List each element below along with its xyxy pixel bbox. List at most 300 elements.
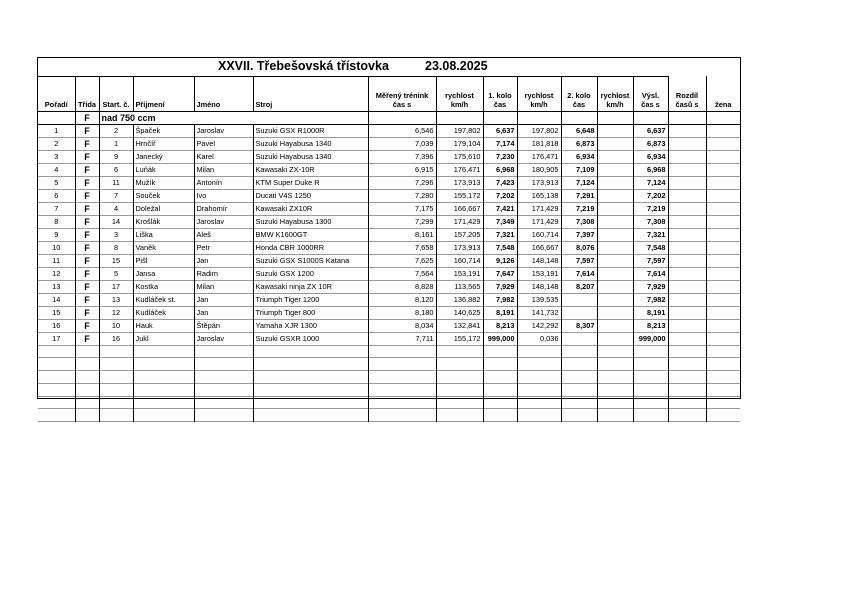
cell-rychlost: 175,610 bbox=[436, 150, 483, 163]
cell-jmeno: Pavel bbox=[194, 137, 253, 150]
empty-cell bbox=[38, 409, 75, 422]
cell-trida: F bbox=[75, 332, 99, 345]
empty-cell bbox=[368, 345, 436, 358]
cell-jmeno: Petr bbox=[194, 241, 253, 254]
empty-cell bbox=[668, 371, 706, 384]
cell-vysl: 7,202 bbox=[633, 189, 668, 202]
cell-start: 17 bbox=[99, 280, 133, 293]
cell-poradi: 14 bbox=[38, 293, 75, 306]
cell-zena bbox=[706, 124, 740, 137]
cell-prijmeni: Krošlák bbox=[133, 215, 194, 228]
cell-prijmeni: Kudláček st. bbox=[133, 293, 194, 306]
empty-cell bbox=[633, 383, 668, 396]
cell-rychlost2 bbox=[597, 254, 633, 267]
cell-kolo1: 7,174 bbox=[483, 137, 517, 150]
cell-vysl: 7,982 bbox=[633, 293, 668, 306]
cell-rozdil bbox=[668, 215, 706, 228]
cell-vysl: 6,637 bbox=[633, 124, 668, 137]
cell-rozdil bbox=[668, 124, 706, 137]
empty-cell bbox=[133, 383, 194, 396]
cell-rozdil bbox=[668, 332, 706, 345]
cell-jmeno: Radim bbox=[194, 267, 253, 280]
cell-kolo2: 7,291 bbox=[561, 189, 597, 202]
empty-cell bbox=[436, 409, 483, 422]
cell-trida: F bbox=[75, 306, 99, 319]
empty-cell bbox=[706, 345, 740, 358]
cell-trida: F bbox=[75, 163, 99, 176]
empty-cell bbox=[99, 396, 133, 409]
cell-start: 9 bbox=[99, 150, 133, 163]
empty-cell bbox=[99, 409, 133, 422]
empty-cell bbox=[517, 358, 561, 371]
cell-rychlost: 155,172 bbox=[436, 189, 483, 202]
cell-start: 10 bbox=[99, 319, 133, 332]
cell-kolo1: 7,929 bbox=[483, 280, 517, 293]
cell-kolo1: 7,982 bbox=[483, 293, 517, 306]
cell-prijmeni: Liška bbox=[133, 228, 194, 241]
empty-cell bbox=[436, 383, 483, 396]
cell-jmeno: Karel bbox=[194, 150, 253, 163]
table-row bbox=[38, 176, 740, 189]
cell-poradi: 6 bbox=[38, 189, 75, 202]
cell-jmeno: Drahomír bbox=[194, 202, 253, 215]
cell-trenink: 8,034 bbox=[368, 319, 436, 332]
cell-rychlost1: 148,148 bbox=[517, 254, 561, 267]
cell-vysl: 7,321 bbox=[633, 228, 668, 241]
empty-cell bbox=[253, 371, 368, 384]
cell-trenink: 8,828 bbox=[368, 280, 436, 293]
empty-cell bbox=[517, 345, 561, 358]
empty-cell bbox=[633, 345, 668, 358]
header-kolo1: 1. kolo čas bbox=[483, 76, 517, 111]
cell-kolo2: 7,597 bbox=[561, 254, 597, 267]
header-prijmeni: Příjmení bbox=[133, 76, 194, 111]
cell-zena bbox=[706, 137, 740, 150]
cell-trida: F bbox=[75, 228, 99, 241]
cell-jmeno: Štěpán bbox=[194, 319, 253, 332]
cell-rychlost2 bbox=[597, 267, 633, 280]
empty-cell bbox=[368, 371, 436, 384]
cell-start: 4 bbox=[99, 202, 133, 215]
cell-trida: F bbox=[75, 254, 99, 267]
table-row bbox=[38, 189, 740, 202]
empty-cell bbox=[133, 409, 194, 422]
header-stroj: Stroj bbox=[253, 76, 368, 111]
cell-rychlost1: 171,429 bbox=[517, 202, 561, 215]
cell-rychlost: 113,565 bbox=[436, 280, 483, 293]
empty-cell bbox=[75, 409, 99, 422]
cell-kolo2: 8,307 bbox=[561, 319, 597, 332]
cell-zena bbox=[706, 319, 740, 332]
cell-jmeno: Milan bbox=[194, 163, 253, 176]
empty-cell bbox=[668, 345, 706, 358]
cell-prijmeni: Pišl bbox=[133, 254, 194, 267]
cell-trida: F bbox=[75, 215, 99, 228]
empty-cell bbox=[561, 409, 597, 422]
cell-vysl: 6,934 bbox=[633, 150, 668, 163]
empty-cell bbox=[436, 345, 483, 358]
cell-poradi: 1 bbox=[38, 124, 75, 137]
empty-cell bbox=[436, 371, 483, 384]
empty-cell bbox=[597, 409, 633, 422]
table-row bbox=[38, 306, 740, 319]
cell-stroj: Suzuki GSX 1200 bbox=[253, 267, 368, 280]
cell-rychlost1: 153,191 bbox=[517, 267, 561, 280]
cell-stroj: Kawasaki ninja ZX 10R bbox=[253, 280, 368, 293]
cell-rychlost: 160,714 bbox=[436, 254, 483, 267]
cell-trida: F bbox=[75, 150, 99, 163]
cell-rozdil bbox=[668, 163, 706, 176]
event-date: 23.08.2025 bbox=[425, 59, 488, 73]
cell-zena bbox=[706, 163, 740, 176]
cell-poradi: 3 bbox=[38, 150, 75, 163]
cell-rozdil bbox=[668, 293, 706, 306]
cell-trida: F bbox=[75, 280, 99, 293]
cell-rychlost2 bbox=[597, 241, 633, 254]
empty-cell bbox=[483, 358, 517, 371]
empty-cell bbox=[99, 371, 133, 384]
empty-cell bbox=[597, 383, 633, 396]
header-kolo2: 2. kolo čas bbox=[561, 76, 597, 111]
cell-kolo2 bbox=[561, 293, 597, 306]
empty-cell bbox=[561, 396, 597, 409]
empty-cell bbox=[133, 358, 194, 371]
cell-rychlost1: 160,714 bbox=[517, 228, 561, 241]
empty-cell bbox=[99, 358, 133, 371]
cell-kolo1: 7,202 bbox=[483, 189, 517, 202]
cell-trenink: 6,915 bbox=[368, 163, 436, 176]
cell-start: 15 bbox=[99, 254, 133, 267]
cell-vysl: 7,219 bbox=[633, 202, 668, 215]
cell-rychlost1: 142,292 bbox=[517, 319, 561, 332]
cell-rychlost: 171,429 bbox=[436, 215, 483, 228]
empty-cell bbox=[38, 345, 75, 358]
cell-jmeno: Ivo bbox=[194, 189, 253, 202]
cell-zena bbox=[706, 215, 740, 228]
cell-poradi: 12 bbox=[38, 267, 75, 280]
empty-cell bbox=[483, 383, 517, 396]
cell-trenink: 7,658 bbox=[368, 241, 436, 254]
cell-poradi: 13 bbox=[38, 280, 75, 293]
results-table bbox=[38, 76, 740, 422]
cell-zena bbox=[706, 267, 740, 280]
cell-zena bbox=[706, 150, 740, 163]
cell-kolo2: 6,934 bbox=[561, 150, 597, 163]
cell-rychlost: 176,471 bbox=[436, 163, 483, 176]
cell-rychlost1: 197,802 bbox=[517, 124, 561, 137]
empty-cell bbox=[75, 396, 99, 409]
cell-kolo2: 7,308 bbox=[561, 215, 597, 228]
results-sheet bbox=[37, 57, 741, 399]
cell-poradi: 2 bbox=[38, 137, 75, 150]
empty-cell bbox=[633, 371, 668, 384]
empty-cell bbox=[75, 345, 99, 358]
cell-start: 12 bbox=[99, 306, 133, 319]
header-jmeno: Jméno bbox=[194, 76, 253, 111]
cell-kolo1: 6,968 bbox=[483, 163, 517, 176]
empty-row bbox=[38, 396, 740, 409]
cell-zena bbox=[706, 293, 740, 306]
empty-cell bbox=[706, 371, 740, 384]
cell-kolo2: 8,207 bbox=[561, 280, 597, 293]
cell-stroj: Kawasaki ZX-10R bbox=[253, 163, 368, 176]
title-row bbox=[38, 58, 668, 77]
empty-cell bbox=[368, 383, 436, 396]
cell-prijmeni: Souček bbox=[133, 189, 194, 202]
cell-stroj: Kawasaki ZX10R bbox=[253, 202, 368, 215]
cell-rychlost: 179,104 bbox=[436, 137, 483, 150]
cell-kolo1: 7,321 bbox=[483, 228, 517, 241]
cell-vysl: 999,000 bbox=[633, 332, 668, 345]
cell-kolo2 bbox=[561, 332, 597, 345]
empty-cell bbox=[633, 409, 668, 422]
empty-cell bbox=[133, 396, 194, 409]
cell-prijmeni: Kostka bbox=[133, 280, 194, 293]
cell-kolo1: 7,647 bbox=[483, 267, 517, 280]
cell-rozdil bbox=[668, 202, 706, 215]
empty-cell bbox=[436, 358, 483, 371]
cell-vysl: 7,597 bbox=[633, 254, 668, 267]
cell-poradi: 15 bbox=[38, 306, 75, 319]
empty-cell bbox=[38, 358, 75, 371]
cell-start: 2 bbox=[99, 124, 133, 137]
category-row bbox=[38, 111, 740, 124]
cell-rozdil bbox=[668, 176, 706, 189]
cell-vysl: 6,968 bbox=[633, 163, 668, 176]
table-row bbox=[38, 124, 740, 137]
table-row bbox=[38, 215, 740, 228]
cell-kolo1: 7,349 bbox=[483, 215, 517, 228]
cell-trida: F bbox=[75, 137, 99, 150]
cell-trida: F bbox=[75, 293, 99, 306]
cell-vysl: 6,873 bbox=[633, 137, 668, 150]
empty-cell bbox=[38, 396, 75, 409]
cell-jmeno: Jan bbox=[194, 254, 253, 267]
cell-jmeno: Antonín bbox=[194, 176, 253, 189]
cell-trenink: 7,396 bbox=[368, 150, 436, 163]
cell-stroj: Suzuki Hayabusa 1340 bbox=[253, 150, 368, 163]
cell-kolo1: 7,423 bbox=[483, 176, 517, 189]
header-rozdil: Rozdíl časů s bbox=[668, 76, 706, 111]
empty-cell bbox=[483, 371, 517, 384]
cell-rozdil bbox=[668, 267, 706, 280]
empty-cell bbox=[194, 409, 253, 422]
table-row bbox=[38, 267, 740, 280]
cell-zena bbox=[706, 254, 740, 267]
cell-kolo1: 7,230 bbox=[483, 150, 517, 163]
cell-rychlost1: 171,429 bbox=[517, 215, 561, 228]
category-label: nad 750 ccm bbox=[99, 111, 368, 124]
cell-prijmeni: Jansa bbox=[133, 267, 194, 280]
cell-kolo2 bbox=[561, 306, 597, 319]
cell-vysl: 7,308 bbox=[633, 215, 668, 228]
table-row bbox=[38, 254, 740, 267]
empty-row bbox=[38, 383, 740, 396]
cell-kolo2: 7,124 bbox=[561, 176, 597, 189]
header-trida: Třída bbox=[75, 76, 99, 111]
empty-cell bbox=[483, 409, 517, 422]
cell-rozdil bbox=[668, 306, 706, 319]
cell-start: 13 bbox=[99, 293, 133, 306]
empty-cell bbox=[668, 358, 706, 371]
cell-prijmeni: Doležal bbox=[133, 202, 194, 215]
cell-rozdil bbox=[668, 137, 706, 150]
table-row bbox=[38, 228, 740, 241]
cell-kolo1: 9,126 bbox=[483, 254, 517, 267]
cell-rychlost2 bbox=[597, 189, 633, 202]
cell-rychlost: 197,802 bbox=[436, 124, 483, 137]
empty-cell bbox=[436, 396, 483, 409]
empty-cell bbox=[483, 345, 517, 358]
empty-cell bbox=[561, 345, 597, 358]
cell-vysl: 7,548 bbox=[633, 241, 668, 254]
empty-cell bbox=[368, 396, 436, 409]
cell-rychlost2 bbox=[597, 215, 633, 228]
cell-trenink: 7,039 bbox=[368, 137, 436, 150]
empty-cell bbox=[597, 358, 633, 371]
table-row bbox=[38, 293, 740, 306]
cell-rychlost: 173,913 bbox=[436, 241, 483, 254]
cell-rychlost2 bbox=[597, 293, 633, 306]
header-rychlost1: rychlost km/h bbox=[517, 76, 561, 111]
cell-rychlost2 bbox=[597, 306, 633, 319]
table-row bbox=[38, 163, 740, 176]
empty-cell bbox=[75, 358, 99, 371]
cell-trenink: 7,625 bbox=[368, 254, 436, 267]
cell-rychlost1: 181,818 bbox=[517, 137, 561, 150]
empty-cell bbox=[597, 371, 633, 384]
cell-rychlost1: 148,148 bbox=[517, 280, 561, 293]
empty-row bbox=[38, 371, 740, 384]
cell-kolo1: 8,213 bbox=[483, 319, 517, 332]
empty-cell bbox=[597, 345, 633, 358]
cell-rychlost: 166,667 bbox=[436, 202, 483, 215]
cell-rychlost: 153,191 bbox=[436, 267, 483, 280]
cell-kolo1: 8,191 bbox=[483, 306, 517, 319]
cell-start: 16 bbox=[99, 332, 133, 345]
cell-trida: F bbox=[75, 202, 99, 215]
cell-trida: F bbox=[75, 176, 99, 189]
header-poradi: Pořadí bbox=[38, 76, 75, 111]
cell-jmeno: Jaroslav bbox=[194, 215, 253, 228]
empty-cell bbox=[517, 396, 561, 409]
empty-cell bbox=[99, 383, 133, 396]
cell-rychlost: 132,841 bbox=[436, 319, 483, 332]
empty-cell bbox=[38, 383, 75, 396]
empty-cell bbox=[194, 396, 253, 409]
cell-stroj: KTM Super Duke R bbox=[253, 176, 368, 189]
cell-jmeno: Jan bbox=[194, 306, 253, 319]
cell-stroj: Triumph Tiger 800 bbox=[253, 306, 368, 319]
empty-cell bbox=[706, 409, 740, 422]
cell-poradi: 17 bbox=[38, 332, 75, 345]
table-row bbox=[38, 241, 740, 254]
cell-stroj: Ducati V4S 1250 bbox=[253, 189, 368, 202]
cell-start: 3 bbox=[99, 228, 133, 241]
cell-stroj: Suzuki Hayabusa 1340 bbox=[253, 137, 368, 150]
cell-rychlost1: 166,667 bbox=[517, 241, 561, 254]
empty-cell bbox=[99, 345, 133, 358]
cell-prijmeni: Hauk bbox=[133, 319, 194, 332]
cell-rychlost1: 139,535 bbox=[517, 293, 561, 306]
empty-cell bbox=[633, 358, 668, 371]
cell-poradi: 4 bbox=[38, 163, 75, 176]
cell-stroj: Suzuki Hayabusa 1300 bbox=[253, 215, 368, 228]
table-row bbox=[38, 319, 740, 332]
empty-row bbox=[38, 409, 740, 422]
cell-kolo2: 8,076 bbox=[561, 241, 597, 254]
cell-stroj: Honda CBR 1000RR bbox=[253, 241, 368, 254]
cell-kolo1: 7,548 bbox=[483, 241, 517, 254]
empty-cell bbox=[253, 345, 368, 358]
cell-prijmeni: Špaček bbox=[133, 124, 194, 137]
empty-cell bbox=[368, 409, 436, 422]
cell-rychlost: 136,882 bbox=[436, 293, 483, 306]
cell-jmeno: Aleš bbox=[194, 228, 253, 241]
cell-kolo1: 999,000 bbox=[483, 332, 517, 345]
empty-cell bbox=[194, 371, 253, 384]
cell-stroj: BMW K1600GT bbox=[253, 228, 368, 241]
header-vysl: Výsl. čas s bbox=[633, 76, 668, 111]
empty-cell bbox=[706, 358, 740, 371]
empty-cell bbox=[253, 383, 368, 396]
empty-cell bbox=[368, 358, 436, 371]
cell-trenink: 7,280 bbox=[368, 189, 436, 202]
cell-poradi: 5 bbox=[38, 176, 75, 189]
cell-start: 7 bbox=[99, 189, 133, 202]
header-zena: žena bbox=[706, 76, 740, 111]
cell-prijmeni: Mužík bbox=[133, 176, 194, 189]
cell-rychlost1: 176,471 bbox=[517, 150, 561, 163]
header-rychlost2: rychlost km/h bbox=[597, 76, 633, 111]
empty-cell bbox=[668, 396, 706, 409]
cell-rychlost: 140,625 bbox=[436, 306, 483, 319]
cell-rychlost1: 0,036 bbox=[517, 332, 561, 345]
cell-prijmeni: Luňák bbox=[133, 163, 194, 176]
cell-rozdil bbox=[668, 150, 706, 163]
cell-jmeno: Jan bbox=[194, 293, 253, 306]
cell-poradi: 16 bbox=[38, 319, 75, 332]
empty-cell bbox=[483, 396, 517, 409]
cell-start: 6 bbox=[99, 163, 133, 176]
cell-rozdil bbox=[668, 319, 706, 332]
page-title: XXVII. Třebešovská třístovka bbox=[218, 59, 389, 73]
cell-poradi: 7 bbox=[38, 202, 75, 215]
empty-cell bbox=[517, 371, 561, 384]
cell-poradi: 9 bbox=[38, 228, 75, 241]
cell-rychlost2 bbox=[597, 163, 633, 176]
cell-rozdil bbox=[668, 241, 706, 254]
cell-start: 11 bbox=[99, 176, 133, 189]
cell-zena bbox=[706, 306, 740, 319]
cell-poradi: 11 bbox=[38, 254, 75, 267]
cell-rychlost: 173,913 bbox=[436, 176, 483, 189]
empty-cell bbox=[253, 358, 368, 371]
cell-poradi: 8 bbox=[38, 215, 75, 228]
empty-cell bbox=[253, 409, 368, 422]
cell-trenink: 7,296 bbox=[368, 176, 436, 189]
cell-zena bbox=[706, 241, 740, 254]
empty-cell bbox=[133, 371, 194, 384]
cell-trida: F bbox=[75, 124, 99, 137]
cell-prijmeni: Kudláček bbox=[133, 306, 194, 319]
cell-trida: F bbox=[75, 319, 99, 332]
cell-rychlost2 bbox=[597, 176, 633, 189]
cell-jmeno: Jaroslav bbox=[194, 124, 253, 137]
empty-cell bbox=[633, 396, 668, 409]
cell-trida: F bbox=[75, 189, 99, 202]
cell-rozdil bbox=[668, 228, 706, 241]
